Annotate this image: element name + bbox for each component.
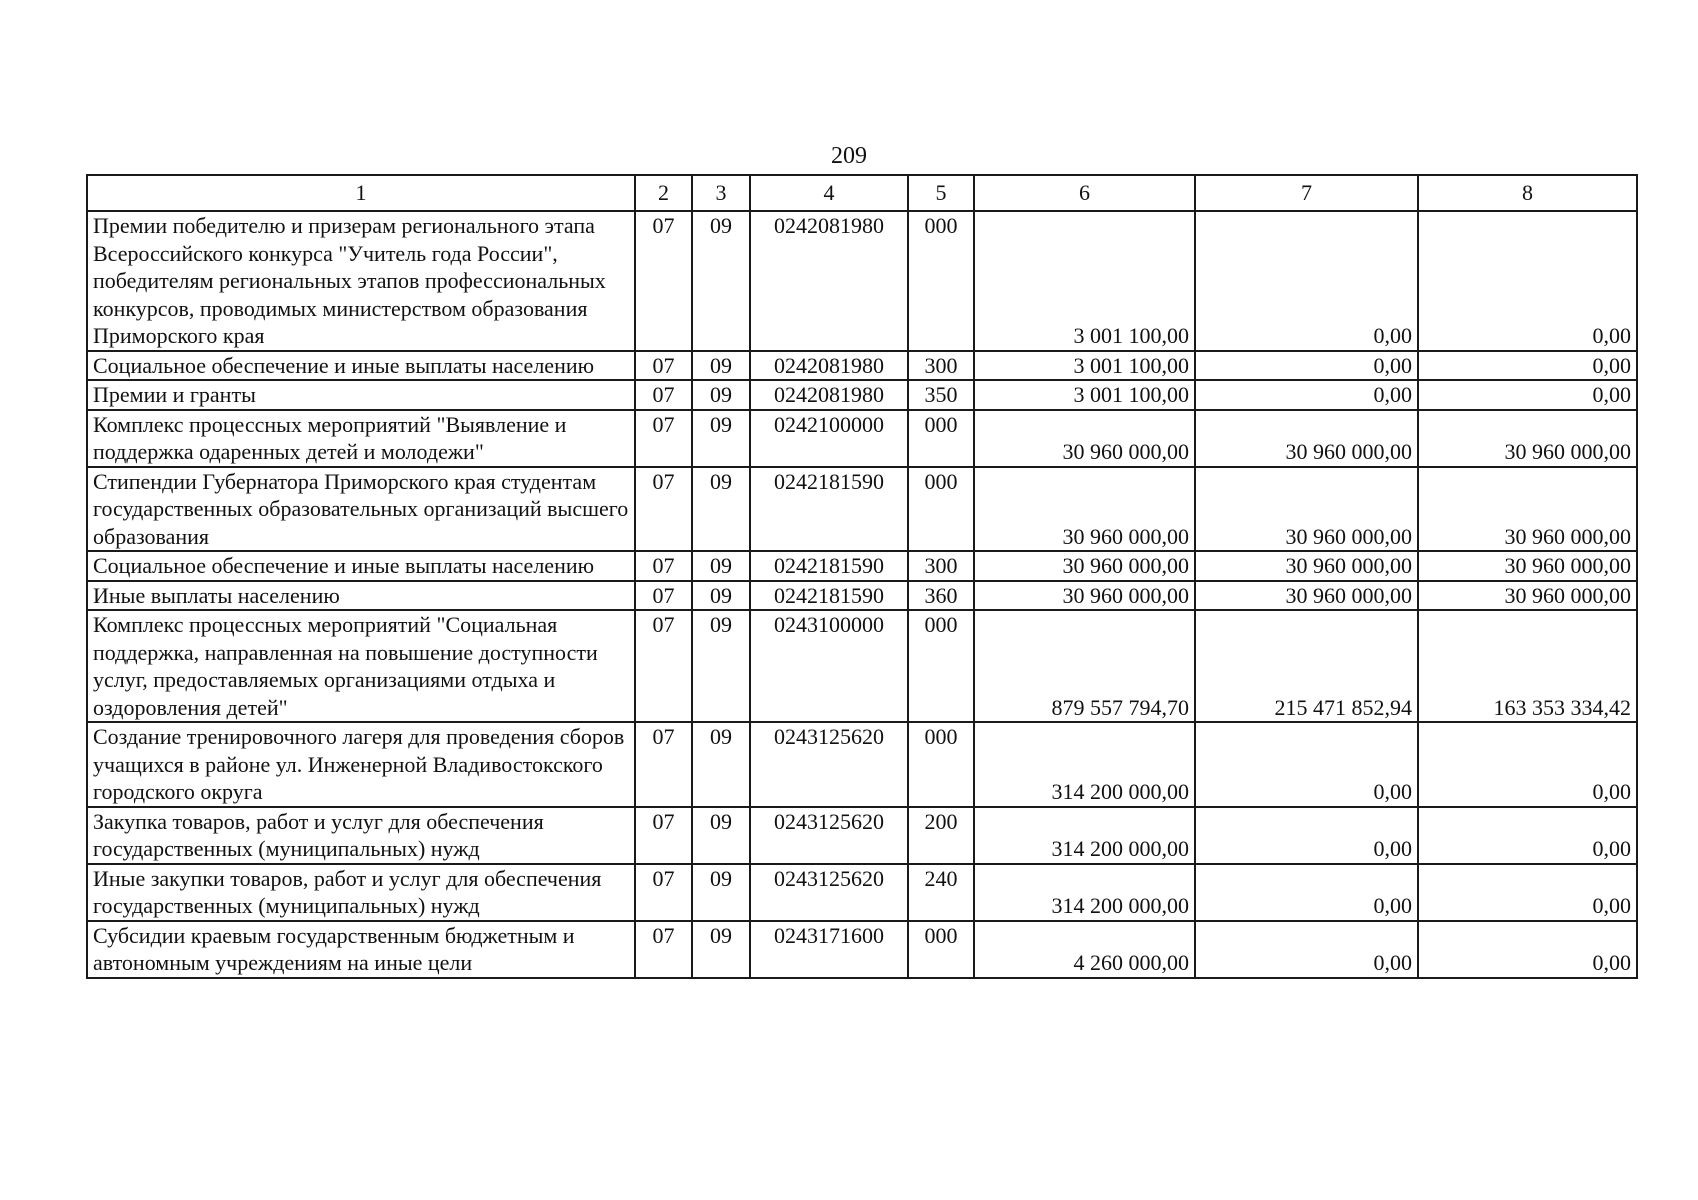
amount-col-7: 0,00: [1195, 380, 1418, 410]
amount-col-8: 0,00: [1418, 921, 1637, 978]
target-article-code: 0243171600: [750, 921, 908, 978]
subsection-code: 09: [692, 467, 750, 552]
target-article-code: 0243125620: [750, 722, 908, 807]
table-row: [87, 467, 1637, 552]
expense-type-code: 000: [908, 211, 974, 351]
amount-col-8: 0,00: [1418, 211, 1637, 351]
subsection-code: 09: [692, 921, 750, 978]
header-row: [87, 175, 1637, 211]
item-name: Социальное обеспечение и иные выплаты населению: [87, 351, 635, 381]
subsection-code: 09: [692, 211, 750, 351]
amount-col-8: 30 960 000,00: [1418, 581, 1637, 611]
table-row: [87, 380, 1637, 410]
amount-col-6: 30 960 000,00: [974, 410, 1195, 467]
target-article-code: 0243125620: [750, 864, 908, 921]
table-row: [87, 807, 1637, 864]
section-code: 07: [635, 467, 692, 552]
item-name: Премии победителю и призерам регионального этапа Всероссийского конкурса "Учитель года России", победителям региональных этапов профессиональных конкурсов, проводимых министерством образования Приморского края: [87, 211, 635, 351]
amount-col-6: 879 557 794,70: [974, 610, 1195, 722]
amount-col-6: 314 200 000,00: [974, 722, 1195, 807]
amount-col-7: 215 471 852,94: [1195, 610, 1418, 722]
section-code: 07: [635, 722, 692, 807]
amount-col-8: 0,00: [1418, 351, 1637, 381]
amount-col-8: 0,00: [1418, 722, 1637, 807]
subsection-code: 09: [692, 380, 750, 410]
subsection-code: 09: [692, 610, 750, 722]
target-article-code: 0242181590: [750, 581, 908, 611]
expense-type-code: 240: [908, 864, 974, 921]
header-col-5: 5: [908, 175, 974, 211]
subsection-code: 09: [692, 722, 750, 807]
subsection-code: 09: [692, 581, 750, 611]
subsection-code: 09: [692, 410, 750, 467]
amount-col-8: 30 960 000,00: [1418, 410, 1637, 467]
target-article-code: 0242081980: [750, 211, 908, 351]
header-col-4: 4: [750, 175, 908, 211]
target-article-code: 0242081980: [750, 380, 908, 410]
amount-col-6: 314 200 000,00: [974, 864, 1195, 921]
section-code: 07: [635, 551, 692, 581]
subsection-code: 09: [692, 551, 750, 581]
section-code: 07: [635, 581, 692, 611]
target-article-code: 0243125620: [750, 807, 908, 864]
expense-type-code: 300: [908, 551, 974, 581]
section-code: 07: [635, 211, 692, 351]
amount-col-6: 3 001 100,00: [974, 380, 1195, 410]
section-code: 07: [635, 610, 692, 722]
expense-type-code: 360: [908, 581, 974, 611]
target-article-code: 0242181590: [750, 467, 908, 552]
amount-col-6: 30 960 000,00: [974, 581, 1195, 611]
amount-col-6: 30 960 000,00: [974, 551, 1195, 581]
table-row: [87, 864, 1637, 921]
table-row: [87, 211, 1637, 351]
table-row: [87, 610, 1637, 722]
amount-col-6: 30 960 000,00: [974, 467, 1195, 552]
target-article-code: 0242100000: [750, 410, 908, 467]
item-name: Стипендии Губернатора Приморского края студентам государственных образовательных организаций высшего образования: [87, 467, 635, 552]
item-name: Создание тренировочного лагеря для проведения сборов учащихся в районе ул. Инженерной Владивостокского городского округа: [87, 722, 635, 807]
table-row: [87, 410, 1637, 467]
amount-col-7: 30 960 000,00: [1195, 581, 1418, 611]
target-article-code: 0242081980: [750, 351, 908, 381]
expense-type-code: 000: [908, 410, 974, 467]
expense-type-code: 000: [908, 921, 974, 978]
header-col-6: 6: [974, 175, 1195, 211]
subsection-code: 09: [692, 351, 750, 381]
budget-table: [86, 174, 1638, 979]
section-code: 07: [635, 864, 692, 921]
amount-col-7: 0,00: [1195, 921, 1418, 978]
amount-col-7: 30 960 000,00: [1195, 410, 1418, 467]
section-code: 07: [635, 921, 692, 978]
amount-col-7: 30 960 000,00: [1195, 467, 1418, 552]
target-article-code: 0242181590: [750, 551, 908, 581]
amount-col-7: 0,00: [1195, 807, 1418, 864]
table-row: [87, 722, 1637, 807]
amount-col-8: 0,00: [1418, 864, 1637, 921]
amount-col-8: 163 353 334,42: [1418, 610, 1637, 722]
expense-type-code: 000: [908, 467, 974, 552]
item-name: Комплекс процессных мероприятий "Выявление и поддержка одаренных детей и молодежи": [87, 410, 635, 467]
item-name: Комплекс процессных мероприятий "Социальная поддержка, направленная на повышение доступности услуг, предоставляемых организациями отдыха и оздоровления детей": [87, 610, 635, 722]
amount-col-8: 30 960 000,00: [1418, 551, 1637, 581]
header-col-8: 8: [1418, 175, 1637, 211]
section-code: 07: [635, 380, 692, 410]
item-name: Иные закупки товаров, работ и услуг для обеспечения государственных (муниципальных) нужд: [87, 864, 635, 921]
table-row: [87, 581, 1637, 611]
header-col-2: 2: [635, 175, 692, 211]
amount-col-6: 4 260 000,00: [974, 921, 1195, 978]
amount-col-6: 3 001 100,00: [974, 351, 1195, 381]
item-name: Социальное обеспечение и иные выплаты населению: [87, 551, 635, 581]
header-col-3: 3: [692, 175, 750, 211]
item-name: Субсидии краевым государственным бюджетным и автономным учреждениям на иные цели: [87, 921, 635, 978]
expense-type-code: 000: [908, 722, 974, 807]
amount-col-6: 3 001 100,00: [974, 211, 1195, 351]
item-name: Премии и гранты: [87, 380, 635, 410]
table-row: [87, 551, 1637, 581]
amount-col-7: 30 960 000,00: [1195, 551, 1418, 581]
amount-col-8: 0,00: [1418, 807, 1637, 864]
expense-type-code: 000: [908, 610, 974, 722]
table-row: [87, 921, 1637, 978]
section-code: 07: [635, 351, 692, 381]
section-code: 07: [635, 807, 692, 864]
item-name: Закупка товаров, работ и услуг для обеспечения государственных (муниципальных) нужд: [87, 807, 635, 864]
amount-col-8: 30 960 000,00: [1418, 467, 1637, 552]
amount-col-6: 314 200 000,00: [974, 807, 1195, 864]
amount-col-7: 0,00: [1195, 351, 1418, 381]
amount-col-7: 0,00: [1195, 211, 1418, 351]
amount-col-7: 0,00: [1195, 722, 1418, 807]
table-row: [87, 351, 1637, 381]
expense-type-code: 200: [908, 807, 974, 864]
amount-col-8: 0,00: [1418, 380, 1637, 410]
header-col-1: 1: [87, 175, 635, 211]
expense-type-code: 300: [908, 351, 974, 381]
section-code: 07: [635, 410, 692, 467]
header-col-7: 7: [1195, 175, 1418, 211]
item-name: Иные выплаты населению: [87, 581, 635, 611]
page-number: 209: [831, 143, 867, 169]
expense-type-code: 350: [908, 380, 974, 410]
subsection-code: 09: [692, 864, 750, 921]
subsection-code: 09: [692, 807, 750, 864]
amount-col-7: 0,00: [1195, 864, 1418, 921]
target-article-code: 0243100000: [750, 610, 908, 722]
table-body: [87, 211, 1637, 978]
